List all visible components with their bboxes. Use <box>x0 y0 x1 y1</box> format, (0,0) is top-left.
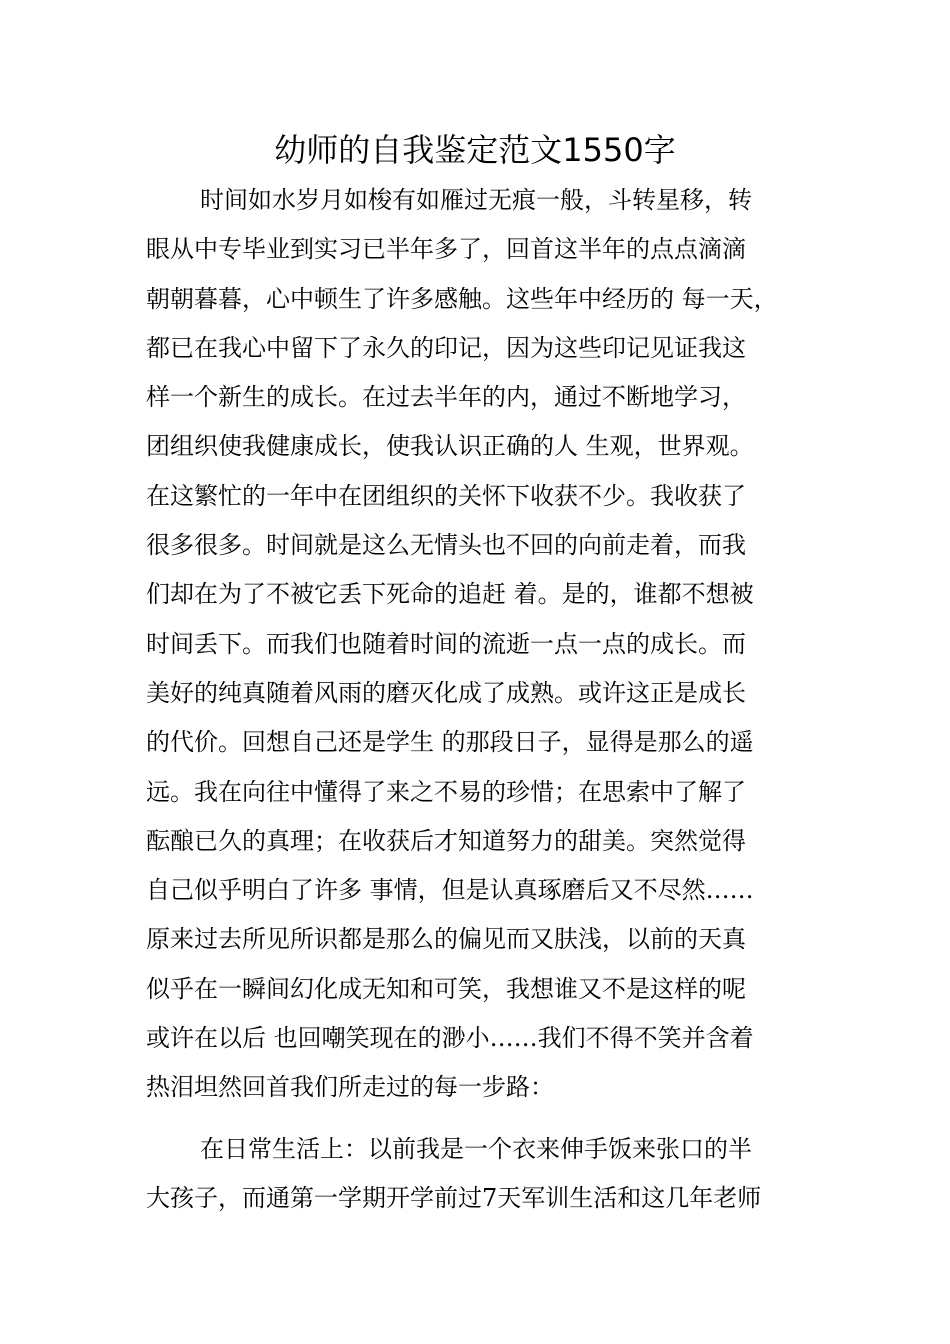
paragraph-line: 的代价。回想自己还是学生 的那段日子，显得是那么的遥 <box>146 728 754 757</box>
paragraph-line: 样一个新生的成长。在过去半年的内，通过不断地学习， <box>146 383 746 412</box>
paragraph-line: 们却在为了不被它丢下死命的追赶 着。是的，谁都不想被 <box>146 580 754 609</box>
paragraph-line: 美好的纯真随着风雨的磨灭化成了成熟。或许这正是成长 <box>146 678 746 707</box>
paragraph-line: 时间丢下。而我们也随着时间的流逝一点一点的成长。而 <box>146 629 746 658</box>
paragraph-line: 似乎在一瞬间幻化成无知和可笑，我想谁又不是这样的呢 <box>146 974 746 1003</box>
paragraph-line: 在这繁忙的一年中在团组织的关怀下收获不少。我收获了 <box>146 481 746 510</box>
document-body <box>146 176 826 1223</box>
paragraph-line: 朝朝暮暮，心中顿生了许多感触。这些年中经历的 每一天， <box>146 284 778 313</box>
paragraph-line: 原来过去所见所识都是那么的偏见而又肤浅，以前的天真 <box>146 925 746 954</box>
paragraph-line: 或许在以后 也回嘲笑现在的渺小……我们不得不笑并含着 <box>146 1024 754 1053</box>
paragraph-line: 眼从中专毕业到实习已半年多了，回首这半年的点点滴滴 <box>146 235 746 264</box>
paragraph-line: 时间如水岁月如梭有如雁过无痕一般，斗转星移，转 <box>200 186 752 214</box>
paragraph-line: 酝酿已久的真理；在收获后才知道努力的甜美。突然觉得 <box>146 826 746 855</box>
paragraph-gap <box>146 1113 826 1125</box>
paragraph-line: 大孩子，而通第一学期开学前过7天军训生活和这几年老师 <box>146 1183 762 1212</box>
paragraph-line: 很多很多。时间就是这么无情头也不回的向前走着，而我 <box>146 531 746 560</box>
document-title: 幼师的自我鉴定范文1550字 <box>274 131 676 169</box>
paragraph-line: 远。我在向往中懂得了来之不易的珍惜；在思索中了解了 <box>146 777 746 806</box>
paragraph-line: 都已在我心中留下了永久的印记，因为这些印记见证我这 <box>146 333 746 362</box>
paragraph-1 <box>146 176 826 1113</box>
paragraph-2 <box>146 1125 826 1224</box>
paragraph-line: 热泪坦然回首我们所走过的每一步路： <box>146 1073 554 1102</box>
paragraph-line: 在日常生活上：以前我是一个衣来伸手饭来张口的半 <box>200 1134 752 1163</box>
paragraph-line: 自己似乎明白了许多 事情，但是认真琢磨后又不尽然…… <box>146 876 754 905</box>
paragraph-line: 团组织使我健康成长，使我认识正确的人 生观，世界观。 <box>146 432 754 461</box>
